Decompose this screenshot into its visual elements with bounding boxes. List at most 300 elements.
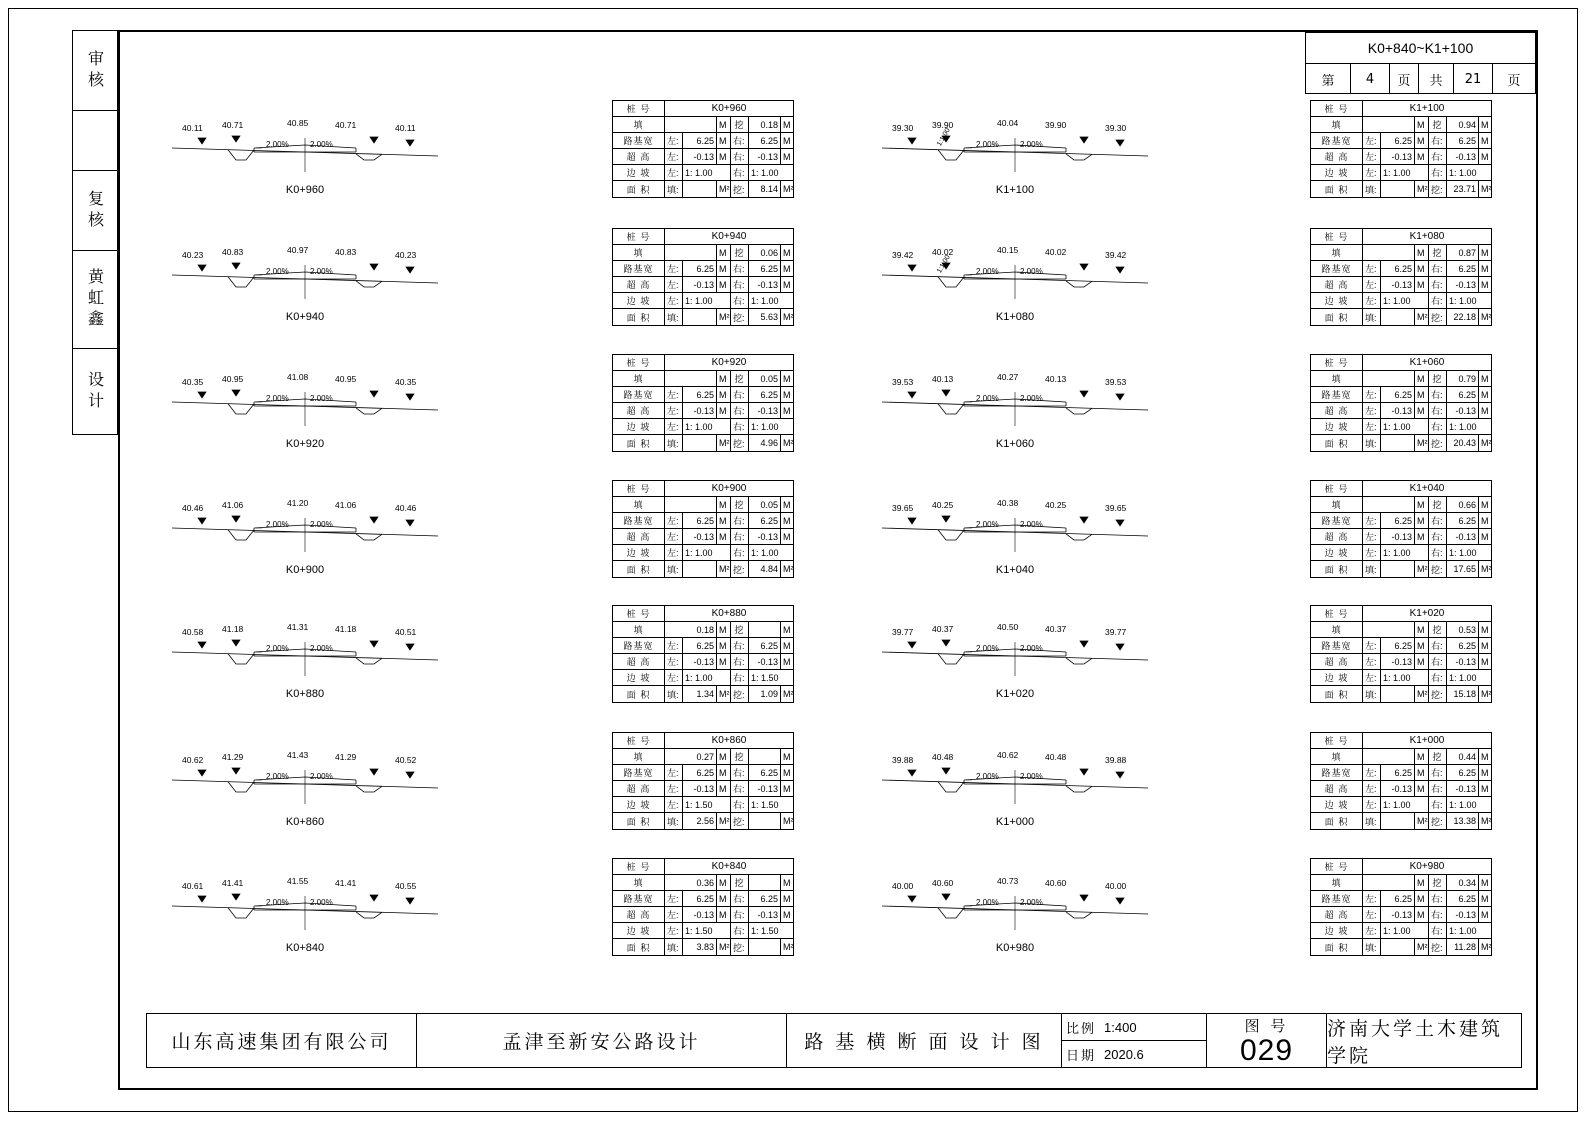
label-area-fill: 填:	[1363, 561, 1381, 577]
value-right-width: 6.25	[749, 513, 781, 528]
label-left-width: 左:	[1363, 387, 1381, 402]
table-row-fillcut	[613, 622, 793, 638]
page-number: 4	[1365, 71, 1375, 87]
label-cut: 挖	[1429, 749, 1447, 764]
value-cut: 0.44	[1447, 749, 1479, 764]
unit-area-fill: M²	[717, 435, 731, 451]
slope-right-label: 2.00%	[1020, 520, 1043, 529]
label-right-super: 右:	[1429, 907, 1447, 922]
label-cut: 挖	[1429, 245, 1447, 260]
table-row-superelevation	[613, 277, 793, 293]
elevation-left-shoulder: 41.41	[222, 878, 244, 888]
value-left-super: -0.13	[1381, 781, 1415, 796]
value-right-slope: 1: 1.00	[751, 295, 779, 306]
value-area-fill	[1381, 939, 1415, 955]
label-area: 面 积	[1311, 435, 1363, 451]
table-row-side-slope	[1311, 670, 1491, 686]
table-row-fillcut	[613, 117, 793, 133]
unit-right-width: M	[783, 135, 791, 146]
label-right-super: 右:	[731, 277, 749, 292]
value-left-slope: 1: 1.00	[1381, 293, 1429, 308]
label-right-slope: 右:	[731, 545, 749, 560]
unit-area-cut: M²	[1481, 816, 1491, 826]
unit-left-width: M	[1415, 261, 1429, 276]
cross-section-figure	[170, 622, 440, 712]
scale-date-group	[1062, 1014, 1207, 1067]
unit-right-super: M	[783, 656, 791, 667]
unit-area-fill: M²	[717, 309, 731, 325]
label-side-slope: 边 坡	[1311, 923, 1363, 938]
elevation-left-shoulder: 40.95	[222, 374, 244, 384]
elevation-left-outer: 39.65	[892, 503, 914, 513]
table-row-area	[613, 435, 793, 451]
unit-left-super: M	[1415, 654, 1429, 669]
unit-left-super: M	[717, 654, 731, 669]
slope-left-label: 2.00%	[266, 520, 289, 529]
elevation-right-shoulder: 40.37	[1045, 624, 1067, 634]
label-right-width: 右:	[1429, 638, 1447, 653]
project-name: 孟津至新安公路设计	[417, 1014, 787, 1067]
value-cut: 0.94	[1447, 117, 1479, 132]
unit-left-super: M	[1415, 403, 1429, 418]
value-left-super: -0.13	[683, 654, 717, 669]
table-row-roadbed-width	[613, 261, 793, 277]
label-right-super: 右:	[731, 654, 749, 669]
label-station: 桩 号	[613, 481, 665, 496]
value-cut: 0.79	[1447, 371, 1479, 386]
value-left-super: -0.13	[1381, 403, 1415, 418]
value-left-slope: 1: 1.00	[683, 165, 731, 180]
unit-fill: M	[1415, 622, 1429, 637]
section-data-table	[1310, 100, 1492, 198]
label-side-slope: 边 坡	[613, 165, 665, 180]
value-right-slope: 1: 1.00	[1449, 547, 1477, 558]
stamp-cell-check	[73, 31, 117, 111]
label-right-super: 右:	[1429, 149, 1447, 164]
cross-section-figure	[880, 245, 1150, 335]
label-station: 桩 号	[1311, 481, 1363, 496]
section-station-label: K0+940	[285, 311, 325, 323]
unit-left-super: M	[717, 907, 731, 922]
company-name: 山东高速集团有限公司	[147, 1014, 417, 1067]
unit-cut: M	[783, 373, 791, 384]
label-right-super: 右:	[731, 781, 749, 796]
side-slope-ratio-label: 1:1.00	[936, 254, 952, 275]
label-left-slope: 左:	[665, 165, 683, 180]
elevation-right-outer: 40.11	[395, 123, 416, 133]
label-roadbed-width: 路基宽	[613, 765, 665, 780]
value-cut: 0.66	[1447, 497, 1479, 512]
label-area-fill: 填:	[665, 686, 683, 702]
section-data-table	[612, 228, 794, 326]
unit-right-super: M	[1481, 656, 1489, 667]
section-data-table	[1310, 354, 1492, 452]
label-cut: 挖	[731, 117, 749, 132]
value-area-fill	[1381, 561, 1415, 577]
unit-area-cut: M²	[1481, 942, 1491, 952]
elevation-crown: 41.20	[287, 498, 309, 508]
table-row-side-slope	[1311, 419, 1491, 435]
elevation-right-outer: 40.55	[395, 881, 417, 891]
unit-left-width: M	[1415, 891, 1429, 906]
slope-right-label: 2.00%	[310, 520, 333, 529]
elevation-right-outer: 40.46	[395, 503, 417, 513]
elevation-crown: 40.38	[997, 498, 1019, 508]
drawing-number-value: 029	[1239, 1034, 1294, 1067]
total-label: 共	[1429, 73, 1443, 89]
label-left-slope: 左:	[665, 670, 683, 685]
value-left-slope: 1: 1.00	[1381, 797, 1429, 812]
unit-area-fill: M²	[1415, 686, 1429, 702]
elevation-left-shoulder: 41.06	[222, 500, 244, 510]
label-right-slope: 右:	[1429, 923, 1447, 938]
value-area-fill	[683, 561, 717, 577]
label-roadbed-width: 路基宽	[1311, 133, 1363, 148]
section-station-label: K0+860	[285, 816, 325, 828]
table-row-fillcut	[613, 497, 793, 513]
unit-cut: M	[1481, 373, 1489, 384]
label-cut: 挖	[1429, 117, 1447, 132]
table-row-roadbed-width	[1311, 387, 1491, 403]
label-left-slope: 左:	[665, 293, 683, 308]
stamp-cell-design	[73, 349, 117, 434]
section-station-label: K1+040	[995, 564, 1035, 576]
unit-area-cut: M²	[783, 942, 793, 952]
unit-left-super: M	[1415, 149, 1429, 164]
label-area: 面 积	[613, 561, 665, 577]
label-cut: 挖	[1429, 875, 1447, 890]
value-right-super: -0.13	[749, 403, 781, 418]
table-row-superelevation	[613, 149, 793, 165]
value-left-super: -0.13	[683, 529, 717, 544]
label-area-fill: 填:	[1363, 939, 1381, 955]
table-row-fillcut	[1311, 497, 1491, 513]
label-roadbed-width: 路基宽	[613, 387, 665, 402]
label-right-slope: 右:	[1429, 797, 1447, 812]
elevation-crown: 40.62	[997, 750, 1019, 760]
unit-cut: M	[1481, 624, 1489, 635]
value-area-fill	[1381, 435, 1415, 451]
elevation-left-outer: 40.62	[182, 755, 204, 765]
label-area-fill: 填:	[665, 435, 683, 451]
value-station: K0+920	[711, 357, 747, 368]
table-row-fillcut	[1311, 875, 1491, 891]
elevation-right-shoulder: 40.48	[1045, 752, 1067, 762]
value-area-cut: 8.14	[749, 181, 781, 197]
elevation-right-outer: 39.65	[1105, 503, 1127, 513]
unit-area-cut: M²	[783, 184, 793, 194]
label-station: 桩 号	[613, 355, 665, 370]
label-right-super: 右:	[1429, 529, 1447, 544]
value-area-cut: 13.38	[1447, 813, 1479, 829]
unit-area-cut: M²	[1481, 564, 1491, 574]
label-left-super: 左:	[665, 149, 683, 164]
table-row-superelevation	[1311, 907, 1491, 923]
unit-cut: M	[783, 499, 791, 510]
section-station-label: K0+880	[285, 688, 325, 700]
label-area-fill: 填:	[1363, 435, 1381, 451]
unit-area-cut: M²	[1481, 312, 1491, 322]
stamp-label-design: 设计	[85, 370, 105, 413]
label-fill: 填	[613, 371, 665, 386]
table-row-fillcut	[613, 875, 793, 891]
elevation-left-shoulder: 40.71	[222, 120, 244, 130]
stamp-cell-blank	[73, 111, 117, 171]
section-station-label: K1+060	[995, 438, 1035, 450]
value-fill	[1363, 622, 1415, 637]
unit-cut: M	[783, 751, 791, 762]
label-right-width: 右:	[731, 765, 749, 780]
value-right-width: 6.25	[749, 765, 781, 780]
label-right-slope: 右:	[731, 293, 749, 308]
table-row-station	[613, 859, 793, 875]
label-left-width: 左:	[665, 387, 683, 402]
label-area: 面 积	[613, 686, 665, 702]
unit-fill: M	[1415, 371, 1429, 386]
table-row-area	[1311, 309, 1491, 325]
label-side-slope: 边 坡	[1311, 419, 1363, 434]
elevation-left-outer: 39.77	[892, 627, 914, 637]
label-left-slope: 左:	[1363, 797, 1381, 812]
label-right-width: 右:	[731, 513, 749, 528]
total-number: 21	[1464, 71, 1482, 87]
value-left-super: -0.13	[683, 277, 717, 292]
slope-right-label: 2.00%	[1020, 267, 1043, 276]
slope-left-label: 2.00%	[266, 772, 289, 781]
unit-left-width: M	[717, 765, 731, 780]
elevation-right-outer: 40.23	[395, 250, 417, 260]
label-right-slope: 右:	[1429, 293, 1447, 308]
label-area-fill: 填:	[665, 309, 683, 325]
value-cut: 0.87	[1447, 245, 1479, 260]
label-left-slope: 左:	[1363, 545, 1381, 560]
value-station: K1+080	[1409, 231, 1445, 242]
value-right-width: 6.25	[1447, 638, 1479, 653]
unit-left-super: M	[717, 149, 731, 164]
elevation-left-outer: 39.30	[892, 123, 914, 133]
section-station-label: K0+920	[285, 438, 325, 450]
label-right-width: 右:	[1429, 261, 1447, 276]
value-station: K1+040	[1409, 483, 1445, 494]
value-right-slope: 1: 1.00	[751, 547, 779, 558]
table-row-station	[1311, 229, 1491, 245]
label-right-width: 右:	[731, 638, 749, 653]
unit-right-width: M	[783, 263, 791, 274]
section-data-table	[612, 100, 794, 198]
value-fill: 0.18	[665, 622, 717, 637]
label-station: 桩 号	[1311, 859, 1363, 874]
label-station: 桩 号	[1311, 606, 1363, 621]
section-station-label: K1+080	[995, 311, 1035, 323]
value-fill	[665, 245, 717, 260]
elevation-right-outer: 40.52	[395, 755, 417, 765]
value-left-super: -0.13	[683, 907, 717, 922]
value-area-fill	[683, 435, 717, 451]
label-station: 桩 号	[613, 733, 665, 748]
elevation-left-outer: 40.23	[182, 250, 204, 260]
page-counter-row	[1306, 64, 1535, 94]
label-superelevation: 超 高	[613, 781, 665, 796]
slope-right-label: 2.00%	[310, 644, 333, 653]
elevation-left-outer: 40.11	[182, 123, 203, 133]
date-row	[1062, 1041, 1206, 1067]
value-left-width: 6.25	[683, 513, 717, 528]
stamp-label-check: 审核	[85, 49, 105, 92]
table-row-superelevation	[1311, 781, 1491, 797]
section-data-table	[1310, 228, 1492, 326]
label-superelevation: 超 高	[1311, 529, 1363, 544]
label-area-cut: 挖:	[731, 561, 749, 577]
label-fill: 填	[613, 117, 665, 132]
table-row-station	[1311, 101, 1491, 117]
label-left-slope: 左:	[665, 923, 683, 938]
elevation-crown: 40.73	[997, 876, 1019, 886]
label-left-slope: 左:	[1363, 419, 1381, 434]
label-fill: 填	[1311, 117, 1363, 132]
value-left-slope: 1: 1.00	[1381, 670, 1429, 685]
label-area-cut: 挖:	[731, 813, 749, 829]
unit-right-super: M	[1481, 783, 1489, 794]
label-area-cut: 挖:	[1429, 939, 1447, 955]
unit-area-fill: M²	[1415, 435, 1429, 451]
unit-right-width: M	[1481, 893, 1489, 904]
elevation-right-shoulder: 41.29	[335, 752, 357, 762]
value-left-super: -0.13	[1381, 529, 1415, 544]
unit-cut: M	[1481, 499, 1489, 510]
unit-left-width: M	[717, 261, 731, 276]
value-left-slope: 1: 1.00	[683, 293, 731, 308]
unit-area-fill: M²	[1415, 939, 1429, 955]
value-area-cut: 5.63	[749, 309, 781, 325]
value-left-width: 6.25	[1381, 638, 1415, 653]
label-right-slope: 右:	[731, 923, 749, 938]
table-row-fillcut	[613, 749, 793, 765]
slope-left-label: 2.00%	[266, 267, 289, 276]
table-row-side-slope	[613, 419, 793, 435]
label-area-cut: 挖:	[731, 309, 749, 325]
elevation-right-outer: 39.77	[1105, 627, 1127, 637]
value-left-width: 6.25	[683, 765, 717, 780]
table-row-fillcut	[1311, 371, 1491, 387]
unit-left-super: M	[717, 529, 731, 544]
table-row-superelevation	[613, 403, 793, 419]
elevation-left-outer: 39.53	[892, 377, 914, 387]
unit-left-width: M	[1415, 765, 1429, 780]
elevation-left-outer: 40.00	[892, 881, 914, 891]
label-superelevation: 超 高	[613, 907, 665, 922]
value-area-cut: 20.43	[1447, 435, 1479, 451]
label-fill: 填	[613, 245, 665, 260]
label-area-cut: 挖:	[1429, 435, 1447, 451]
slope-right-label: 2.00%	[1020, 898, 1043, 907]
value-left-width: 6.25	[1381, 261, 1415, 276]
unit-cut: M	[1481, 119, 1489, 130]
label-roadbed-width: 路基宽	[613, 513, 665, 528]
elevation-left-shoulder: 40.48	[932, 752, 954, 762]
value-fill	[665, 371, 717, 386]
elevation-right-shoulder: 39.90	[1045, 120, 1067, 130]
elevation-right-shoulder: 40.60	[1045, 878, 1067, 888]
unit-area-cut: M²	[1481, 184, 1491, 194]
table-row-roadbed-width	[1311, 513, 1491, 529]
label-cut: 挖	[731, 622, 749, 637]
elevation-right-shoulder: 40.13	[1045, 374, 1067, 384]
label-station: 桩 号	[1311, 355, 1363, 370]
elevation-left-outer: 40.58	[182, 627, 204, 637]
table-row-fillcut	[613, 245, 793, 261]
drawing-number-group	[1207, 1014, 1327, 1067]
unit-area-cut: M²	[1481, 438, 1491, 448]
table-row-station	[1311, 481, 1491, 497]
label-area: 面 积	[1311, 939, 1363, 955]
label-left-super: 左:	[665, 907, 683, 922]
value-area-fill: 3.83	[683, 939, 717, 955]
slope-left-label: 2.00%	[976, 394, 999, 403]
label-cut: 挖	[1429, 371, 1447, 386]
unit-right-super: M	[1481, 151, 1489, 162]
label-right-slope: 右:	[731, 797, 749, 812]
cross-section-figure	[880, 118, 1150, 208]
value-right-width: 6.25	[1447, 387, 1479, 402]
label-station: 桩 号	[613, 101, 665, 116]
unit-area-fill: M²	[1415, 309, 1429, 325]
slope-right-label: 2.00%	[310, 140, 333, 149]
label-right-width: 右:	[731, 387, 749, 402]
value-left-width: 6.25	[683, 261, 717, 276]
value-right-slope: 1: 1.00	[1449, 295, 1477, 306]
label-area: 面 积	[613, 939, 665, 955]
value-left-width: 6.25	[683, 891, 717, 906]
value-area-cut: 4.96	[749, 435, 781, 451]
unit-fill: M	[1415, 245, 1429, 260]
elevation-left-shoulder: 40.02	[932, 247, 954, 257]
section-station-label: K1+000	[995, 816, 1035, 828]
unit-right-width: M	[1481, 389, 1489, 400]
table-row-station	[1311, 606, 1491, 622]
value-left-super: -0.13	[683, 403, 717, 418]
unit-area-fill: M²	[717, 561, 731, 577]
label-area: 面 积	[613, 309, 665, 325]
label-right-slope: 右:	[731, 670, 749, 685]
unit-right-super: M	[1481, 909, 1489, 920]
label-area-cut: 挖:	[731, 181, 749, 197]
cross-section-figure	[880, 372, 1150, 462]
cross-section-figure	[880, 622, 1150, 712]
table-row-superelevation	[613, 529, 793, 545]
value-area-cut: 23.71	[1447, 181, 1479, 197]
value-cut: 0.05	[749, 497, 781, 512]
unit-area-cut: M²	[783, 816, 793, 826]
elevation-left-shoulder: 41.18	[222, 624, 244, 634]
value-station: K0+940	[711, 231, 747, 242]
cross-section-figure	[880, 750, 1150, 840]
elevation-crown: 41.43	[287, 750, 309, 760]
value-cut	[749, 622, 781, 637]
table-row-side-slope	[613, 293, 793, 309]
elevation-crown: 41.08	[287, 372, 309, 382]
table-row-roadbed-width	[1311, 133, 1491, 149]
label-right-slope: 右:	[1429, 545, 1447, 560]
value-right-slope: 1: 1.00	[1449, 421, 1477, 432]
label-fill: 填	[613, 497, 665, 512]
unit-fill: M	[1415, 749, 1429, 764]
label-roadbed-width: 路基宽	[613, 891, 665, 906]
slope-left-label: 2.00%	[976, 772, 999, 781]
label-side-slope: 边 坡	[1311, 797, 1363, 812]
elevation-left-shoulder: 39.90	[932, 120, 954, 130]
unit-right-super: M	[783, 783, 791, 794]
section-station-label: K0+960	[285, 184, 325, 196]
